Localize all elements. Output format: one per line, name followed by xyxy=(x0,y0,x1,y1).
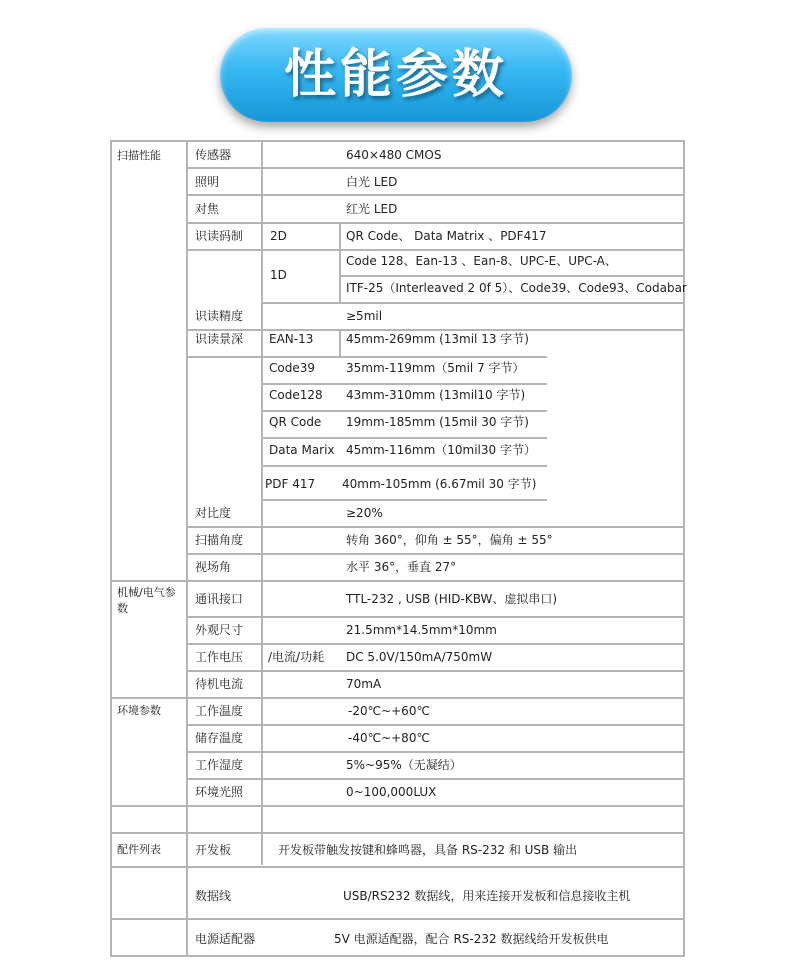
value-standby-current: 70mA xyxy=(346,677,382,691)
row-divider xyxy=(110,805,684,807)
dof-code-code128: Code128 xyxy=(269,388,323,402)
label-interface: 通讯接口 xyxy=(195,592,244,606)
row-divider xyxy=(262,302,684,304)
sublabel-1d: 1D xyxy=(270,268,287,282)
value-interface: TTL-232 , USB (HID-KBW、虚拟串口) xyxy=(346,592,558,606)
sublabel-2d: 2D xyxy=(270,229,287,243)
table-border-top xyxy=(110,140,684,142)
value-storage-temp: -40℃~+80℃ xyxy=(348,731,430,745)
category-mechanical-electrical: 机械/电气参数 xyxy=(117,586,176,615)
row-divider xyxy=(262,437,547,439)
label-dev-board: 开发板 xyxy=(195,843,232,857)
label-power-adapter: 电源适配器 xyxy=(195,932,256,946)
label-depth-of-field: 识读景深 xyxy=(195,332,244,346)
value-scan-angle: 转角 360°，仰角 ± 55°，偏角 ± 55° xyxy=(346,533,553,547)
label-operating-temp: 工作温度 xyxy=(195,704,244,718)
value-ambient-light: 0~100,000LUX xyxy=(346,785,437,799)
value-1d-symbologies-line1: Code 128、Ean-13 、Ean-8、UPC-E、UPC-A、 xyxy=(346,254,617,268)
dof-code-pdf417: PDF 417 xyxy=(265,477,316,491)
row-divider xyxy=(262,499,547,501)
row-divider xyxy=(110,918,684,920)
value-1d-symbologies-line2: ITF-25（Interleaved 2 0f 5）、Code39、Code93、Codabar xyxy=(346,281,687,295)
label-data-cable: 数据线 xyxy=(195,889,232,903)
page-title: 性能参数 xyxy=(283,45,508,105)
value-illumination: 白光 LED xyxy=(346,175,398,189)
category-scan-performance: 扫描性能 xyxy=(117,149,161,162)
value-sensor: 640×480 CMOS xyxy=(346,148,442,162)
category-environment: 环境参数 xyxy=(117,704,161,717)
row-divider xyxy=(262,410,547,412)
col-divider xyxy=(261,140,263,865)
value-operating-temp: -20℃~+60℃ xyxy=(348,704,430,718)
label-contrast: 对比度 xyxy=(195,506,232,520)
value-aiming: 红光 LED xyxy=(346,202,398,216)
row-divider xyxy=(110,866,684,868)
dof-range-qrcode: 19mm-185mm (15mil 30 字节) xyxy=(346,415,529,429)
label-standby-current: 待机电流 xyxy=(195,677,244,691)
value-data-cable: USB/RS232 数据线，用来连接开发板和信息接收主机 xyxy=(343,889,631,903)
label-storage-temp: 储存温度 xyxy=(195,731,244,745)
value-dimensions: 21.5mm*14.5mm*10mm xyxy=(346,623,497,637)
dof-code-code39: Code39 xyxy=(269,361,315,375)
title-banner xyxy=(220,28,572,122)
col-divider xyxy=(186,140,188,957)
row-divider xyxy=(110,832,684,834)
label-ambient-light: 环境光照 xyxy=(195,785,244,799)
label-dimensions: 外观尺寸 xyxy=(195,623,244,637)
sublabel-current-power: /电流/功耗 xyxy=(268,650,325,664)
dof-range-code128: 43mm-310mm (13mil10 字节) xyxy=(346,388,526,402)
value-dev-board: 开发板带触发按键和蜂鸣器，具备 RS-232 和 USB 输出 xyxy=(278,843,578,857)
row-divider xyxy=(110,580,684,582)
row-divider xyxy=(262,465,547,467)
value-voltage: DC 5.0V/150mA/750mW xyxy=(346,650,493,664)
value-power-adapter: 5V 电源适配器，配合 RS-232 数据线给开发板供电 xyxy=(334,932,609,946)
value-contrast: ≥20% xyxy=(346,506,383,520)
dof-range-ean13: 45mm-269mm (13mil 13 字节) xyxy=(346,332,529,346)
label-symbologies: 识读码制 xyxy=(195,229,244,243)
value-humidity: 5%~95%（无凝结） xyxy=(346,758,462,772)
label-illumination: 照明 xyxy=(195,175,220,189)
label-sensor: 传感器 xyxy=(195,148,232,162)
dof-range-pdf417: 40mm-105mm (6.67mil 30 字节) xyxy=(342,477,537,491)
category-accessories: 配件列表 xyxy=(117,843,161,856)
row-divider xyxy=(340,275,684,277)
table-border-right xyxy=(683,140,685,957)
label-voltage: 工作电压 xyxy=(195,650,244,664)
table-border-bottom xyxy=(110,955,684,957)
dof-range-code39: 35mm-119mm（5mil 7 字节） xyxy=(346,361,525,375)
dof-code-qrcode: QR Code xyxy=(269,415,322,429)
col-divider xyxy=(339,222,341,302)
row-divider xyxy=(110,697,684,699)
label-aiming: 对焦 xyxy=(195,202,220,216)
label-precision: 识读精度 xyxy=(195,309,244,323)
col-divider xyxy=(339,329,341,356)
value-field-of-view: 水平 36°，垂直 27° xyxy=(346,560,457,574)
dof-range-datamatrix: 45mm-116mm（10mil30 字节） xyxy=(346,443,536,457)
label-humidity: 工作湿度 xyxy=(195,758,244,772)
dof-code-ean13: EAN-13 xyxy=(269,332,314,346)
label-field-of-view: 视场角 xyxy=(195,560,232,574)
label-scan-angle: 扫描角度 xyxy=(195,533,244,547)
value-2d-symbologies: QR Code、 Data Matrix 、PDF417 xyxy=(346,229,547,243)
table-border-left xyxy=(110,140,112,957)
row-divider xyxy=(262,383,547,385)
dof-code-datamatrix: Data Marix xyxy=(269,443,335,457)
row-divider xyxy=(187,356,547,358)
value-precision: ≥5mil xyxy=(346,309,383,323)
